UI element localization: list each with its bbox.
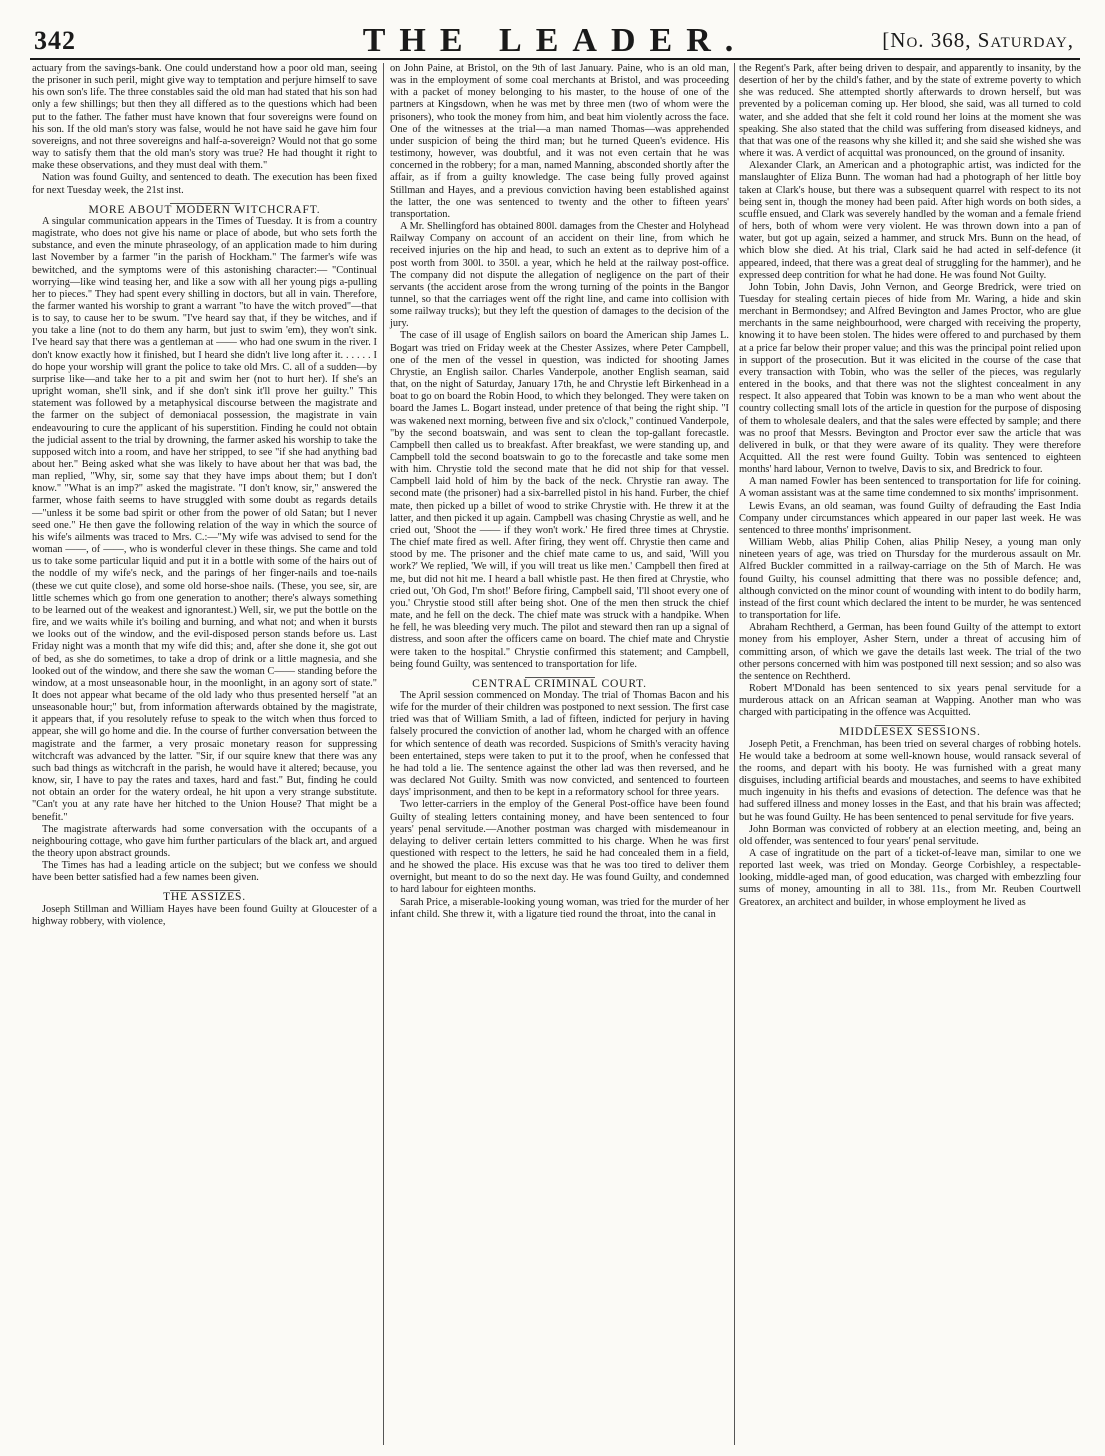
paragraph: William Webb, alias Philip Cohen, alias Philip Nesey, a young man only nineteen years of age, was tried on Thursday for the murderous assault on Mr. Alfred Buckler committed in a railway-carriage on the 5th of March. He was found Guilty, his counsel admitting that there was no possible defence; and, although convicted on the minor count of wounding with intent to do bodily harm, instead of the first count which declared the intent to be murder, he was sentenced to transportation for life. bbox=[739, 537, 1081, 622]
paragraph: on John Paine, at Bristol, on the 9th of last January. Paine, who is an old man, was in the employment of some coal merchants at Bristol, and was proceeding with a packet of money belonging to his master, to the house of one of the partners at Kingsdown, when he was met by three men (two of whom were the prisoners), who took the money from him, and beat him violently across the face. One of the witnesses at the trial—a man named Thomas—was apprehended under suspicion of being the third man; but he turned Queen's evidence. His testimony, however, was doubtful, and it was not even certain that he was concerned in the robbery; for a man, named Manning, absconded shortly after the affair, as if from a guilty knowledge. The case being fully proved against Stillman and Hayes, and a previous conviction having been established against the latter, the one was sentenced to twenty and the other to fifteen years' transportation. bbox=[390, 63, 729, 220]
paragraph: The case of ill usage of English sailors on board the American ship James L. Bogart was tried on Friday week at the Chester Assizes, where Peter Campbell, one of the men of the vessel in question, was indicted for shooting James Chrystie, an English sailor. Charles Vanderpole, another English seaman, said that, on the night of Saturday, January 17th, he and Chrystie left Birkenhead in a boat to go on board the Robin Hood, to which they belonged. They were taken on board the James L. Bogart instead, under pretence of that being the right ship. "I was wakened next morning, between five and six o'clock," continued Vanderpole, "by the second boatswain, and was sent to clean the top-gallant forecastle. Campbell then called us to breakfast. After breakfast, we were standing up, and Campbell told the second boatswain to go to the forecastle and take some men with him. Chrystie told the second mate that he did not ship for that vessel. Campbell laid hold of him by the back of the neck. Chrystie ran away. The second mate (the prisoner) had a six-barrelled pistol in his hand. Furber, the chief mate, then picked up a billet of wood to strike Chrystie with. He threw it at the latter, and then picked it up again. Campbell was chasing Chrystie as well, and he cried out, 'Shoot the —— if they won't work.' He fired three times at Chrystie. The chief mate fired as well. After firing, they went off. Chrystie then came and stood by me. The prisoner and the chief mate came to us, and said, 'Will you work?' We replied, 'We will, if you will treat us like men.' Campbell then fired at me, but did not hit me. I heard a ball whistle past. He then fired at Chrystie, who cried out, 'Oh God, I'm shot!' Before firing, Campbell said, 'I'll shoot every one of you.' Chrystie stood still after being shot. One of the men then struck the chief mate, and he fell on the deck. The chief mate was struck with a handpike. When he fell, he was bleeding very much. The pilot and steward then ran up a signal of distress, and soon after the officers came on board. The chief mate and Chrystie were taken to the hospital." Chrystie confirmed this statement; and Campbell, being found Guilty, was sentenced to transportation for life. bbox=[390, 330, 729, 670]
section-heading-middlesex-sessions: MIDDLESEX SESSIONS. bbox=[839, 725, 981, 739]
paragraph: the Regent's Park, after being driven to despair, and apparently to insanity, by the desertion of her by the child's father, and by the state of extreme poverty to which she was reduced. She attempted shortly afterwards to drown herself, but was prevented by a policeman coming up. Her blood, she said, was all turned to cold water, and she added that she felt it cold round her loins at the moment she was speaking. She also stated that the child was suffering from diseased kidneys, and that that was one of the reasons why she killed it; and she said she wished she was where it was. A verdict of acquittal was pronounced, on the ground of insanity. bbox=[739, 63, 1081, 160]
paragraph: Two letter-carriers in the employ of the General Post-office have been found Guilty of stealing letters containing money, and have been sentenced to four years' penal servitude.—Another postman was charged with misdemeanour in delaying to deliver certain letters committed to his charge. When he was first questioned with respect to the letters, he said he had concealed them in a field, and he showed the place. His excuse was that he was too tired to deliver them overnight, but meant to do so the next day. He was found Guilty, and condemned to hard labour for eighteen months. bbox=[390, 799, 729, 896]
header-rule bbox=[30, 58, 1080, 60]
paragraph: Joseph Stillman and William Hayes have been found Guilty at Gloucester of a highway robbery, with violence, bbox=[32, 903, 377, 927]
paragraph: The magistrate afterwards had some conversation with the occupants of a neighbouring cottage, who gave him further particulars of the black art, and argued the theory upon abstract grounds. bbox=[32, 823, 377, 859]
paragraph: actuary from the savings-bank. One could understand how a poor old man, seeing the prisoner in such peril, might give way to temptation and perjure himself to save his own son's life. The three constables said the old man had stated that his son had only a few shillings; but then they all differed as to the questions which had been put to the father. The father must have known that four sovereigns were found on his son. If the old man's story was false, would he not have said he gave him four sovereigns, and not three sovereigns and half-a-sovereign? Would not that go some way to satisfy them that the old man's story was true? He had thought it right to make these observations, and they must deal with them." bbox=[32, 63, 377, 172]
section-heading-central-criminal-court: CENTRAL CRIMINAL COURT. bbox=[472, 676, 647, 690]
column-divider bbox=[734, 63, 735, 1445]
paragraph: A case of ingratitude on the part of a ticket-of-leave man, similar to one we reported last week, was tried on Monday. George Corbishley, a respectable-looking, middle-aged man, of good education, was charged with embezzling four sums of money, amounting in all to 38l. 11s., from Mr. Reuben Courtwell Greatorex, an architect and builder, in whose employment he lived as bbox=[739, 848, 1081, 908]
paragraph: Abraham Rechtherd, a German, has been found Guilty of the attempt to extort money from his employer, Asher Stern, under a threat of accusing him of committing arson, of which we gave the details last week. The trial of the two other persons concerned with him was postponed till next session; and so also was the sentence on Rechtherd. bbox=[739, 622, 1081, 682]
paragraph: The April session commenced on Monday. The trial of Thomas Bacon and his wife for the murder of their children was postponed to next session. The first case tried was that of William Smith, a lad of fifteen, indicted for perjury in having falsely procured the conviction of another lad, whom he charged with an offence for which sentence of death was recorded. Suspicions of Smith's veracity having been entertained, steps were taken to put it to the proof, when he confessed that he had told a lie. The sentence against the other lad was then reversed, and he was declared Not Guilty. Smith was now convicted, and sentenced to fourteen days' imprisonment, and then to be kept in a reformatory school for three years. bbox=[390, 689, 729, 799]
paragraph: A Mr. Shellingford has obtained 800l. damages from the Chester and Holyhead Railway Company on account of an accident on their line, from which he received injuries on the hip and head, to such an extent as to deprive him of a post worth from 300l. to 350l. a year, which he held at the railway post-office. The company did not dispute the allegation of negligence on the part of their servants (the accident arose from the wrong turning of the points in the Bangor tunnel, so that the carriages went off the right line, and came into collision with some railway trucks); but they left the question of damages to the decision of the jury. bbox=[390, 221, 729, 330]
paragraph: The Times has had a leading article on the subject; but we confess we should have been better satisfied had a few names been given. bbox=[32, 860, 377, 884]
paragraph: Sarah Price, a miserable-looking young woman, was tried for the murder of her infant child. She threw it, with a ligature tied round the throat, into the canal in bbox=[390, 896, 729, 920]
paragraph: Lewis Evans, an old seaman, was found Guilty of defrauding the East India Company under circumstances which appeared in our paper last week. He was sentenced to three months' imprisonment. bbox=[739, 500, 1081, 536]
paragraph: A man named Fowler has been sentenced to transportation for life for coining. A woman assistant was at the same time condemned to six months' imprisonment. bbox=[739, 476, 1081, 500]
page-number: 342 bbox=[34, 26, 76, 55]
issue-label: [No. 368, Saturday, bbox=[882, 28, 1074, 52]
paragraph: Joseph Petit, a Frenchman, has been tried on several charges of robbing hotels. He would take a bedroom at some well-known house, would ransack several of the rooms, and depart with his booty. He was furnished with a great many disguises, including artificial beards and moustaches, and seems to have exhibited much ingenuity in his thefts and evasions of detection. The defence was that he had suffered illness and money losses in the East, and that his brain was affected; but he was found Guilty. He has been sentenced to penal servitude for five years. bbox=[739, 738, 1081, 823]
column-3 bbox=[739, 63, 1081, 909]
section-heading-assizes: THE ASSIZES. bbox=[162, 890, 247, 904]
column-1 bbox=[32, 63, 377, 928]
paragraph: John Tobin, John Davis, John Vernon, and George Bredrick, were tried on Tuesday for stealing certain pieces of hide from Mr. Waring, a hide and skin merchant in Bermondsey; and Alfred Bevington and James Proctor, who are glue merchants in the same neighbourhood, were charged with receiving the property, knowing it to have been stolen. The hides were offered to and purchased by them at a price far below their proper value; and this was the principal point relied upon in support of the prosecution. But it was elicited in the course of the case that every transaction with Tobin, who was the seller of the pieces, was regularly entered in the books, and that there was not the slightest concealment in any respect. It also appeared that Tobin was known to be a man who went about the country collecting small lots of the article in question for the purpose of disposing of them to wholesale dealers, and that the sales were effected by sample; and there was no proof that Messrs. Bevington and Proctor ever saw the article that was delivered in bulk, or that they were aware of its quality. They were therefore Acquitted. All the rest were found Guilty. Tobin was sentenced to eighteen months' hard labour, Vernon to twelve, Davis to six, and Bredrick to four. bbox=[739, 281, 1081, 476]
column-2 bbox=[390, 63, 729, 921]
paragraph: Nation was found Guilty, and sentenced to death. The execution has been fixed for next Tuesday week, the 21st inst. bbox=[32, 172, 377, 196]
paragraph: John Borman was convicted of robbery at an election meeting, and, being an old offender, was sentenced to four years' penal servitude. bbox=[739, 823, 1081, 847]
section-heading-witchcraft: MORE ABOUT MODERN WITCHCRAFT. bbox=[88, 202, 321, 216]
paragraph: Alexander Clark, an American and a photographic artist, was indicted for the manslaughter of Eliza Bunn. The woman had had a photograph of her little boy taken at Clark's house, but there was a subsequent quarrel with respect to its not being sent in, though the money had been paid. After high words on both sides, a scuffle ensued, and Clark was severely handled by the woman and a female friend of hers, both of whom were very violent. He was thrown down into a pan of water, but got up again, seized a hammer, and struck Mrs. Bunn on the head, of which blow she died. At his trial, Clark said he had acted in self-defence (it appeared, indeed, that there was a great deal of struggling for the hammer), and he expressed deep contrition for what he had done. He was found Not Guilty. bbox=[739, 160, 1081, 281]
paragraph: A singular communication appears in the Times of Tuesday. It is from a country magistrate, who does not give his name or place of abode, but who sets forth the substance, and even the minute phraseology, of an application made to him during last November by a farmer "in the parish of Hockham." The farmer's wife was bewitched, and the symptoms were of this astonishing character:— "Continual worrying—like wind teasing her, and like a sow with all her young pigs a-pulling her to pieces." They had spent every shilling in doctors, but all in vain. Therefore, the farmer wanted his worship to grant a warrant "to have the witch proved"—that is to say, to cause her to be swum. "I've heard say that, if they be witches, and if you take a line (not to do them any harm, but just to swim 'em), they won't sink. I've heard say that there was a gentleman at —— who had one swum in the river. I don't know exactly how it finished, but I heard she didn't live long after it. . . . . . I do hope your worship will grant the police to take old Mrs. C. all of a sudden—by surprise like—and take her to a pit and swim her (not to hurt her). If she's an upright woman, she'll sink, and if she don't sink it'll prove her guilty." This statement was followed by a metaphysical discourse between the magistrate and the farmer on the subject of demoniacal possession, the magistrate in vain endeavouring to cure the applicant of his superstition. Finding he could not obtain the judicial assent to the trial by drowning, the farmer asked his worship to take the supposed witch into a room, and have her stripped, to see "if she had anything bad about her." Being asked what she was likely to have about her that was bad, the man replied, "Why, sir, some say that they have imps about them; but I don't know." "What is an imp?" asked the magistrate. "I don't know, sir," answered the farmer, whose faith seems to have struggled with some doubt as regards details—"unless it be some bad spirit or other from the power of old Satan; but I never seed one." He then gave the following relation of the way in which the source of his wife's ailments was traced to Mrs. C.:—"My wife was advised to send for the woman ——, of ——, who is wonderful clever in these things. She came and told us to take some particular liquid and put it in a bottle with some of the hairs out of the noddle of my wife's neck, and the parings of her finger-nails and toe-nails (these we cut quite close), and some old horse-shoe nails. (These, you see, sir, are little schemes which go from one generation to another; there's always something to be learned out of the weakest and ignorantest.) Well, sir, we put the bottle on the fire, and we waits while it's boiling and burning, and what not; and when it bursts we looks out of the window, and the evil-disposed person stands before us. Last Friday night was a month that my wife did this; and, after she done it, she got out of bed, as she do sometimes, to take a drop of drink or a little magnesia, and she looked out of the window, and there she saw the woman C—— standing before the window, at a most unseasonable hour, in the moonlight, in an agony sort of state." It does not appear what became of the old lady who thus presented herself "at an unseasonable hour;" but, from information afterwards obtained by the magistrate, it appears that, if you resolutely refuse to speak to the witch when thus forced to appear, she will go home and die. In the course of further conversation between the magistrate and the farmer, a very prosaic monetary reason for suppressing witchcraft was advanced by the latter. "Sir, if our squire knew that there was any such bad things as witchcraft in the parish, he would have it altered; because, you know, sir, I have to pay the rates and taxes, hard and fast." But, finding he could not obtain an order for the watery ordeal, he hit upon a very strange substitute. "Can't you at any rate have her hitched to the Union House? That might be a benefit." bbox=[32, 215, 377, 823]
page-header bbox=[30, 16, 1080, 60]
column-divider bbox=[383, 63, 384, 1445]
masthead-title: THE LEADER. bbox=[362, 22, 748, 59]
paragraph: Robert M'Donald has been sentenced to six years penal servitude for a murderous attack on an African seaman at Wapping. Another man who was charged with participating in the offence was Acquitted. bbox=[739, 682, 1081, 719]
